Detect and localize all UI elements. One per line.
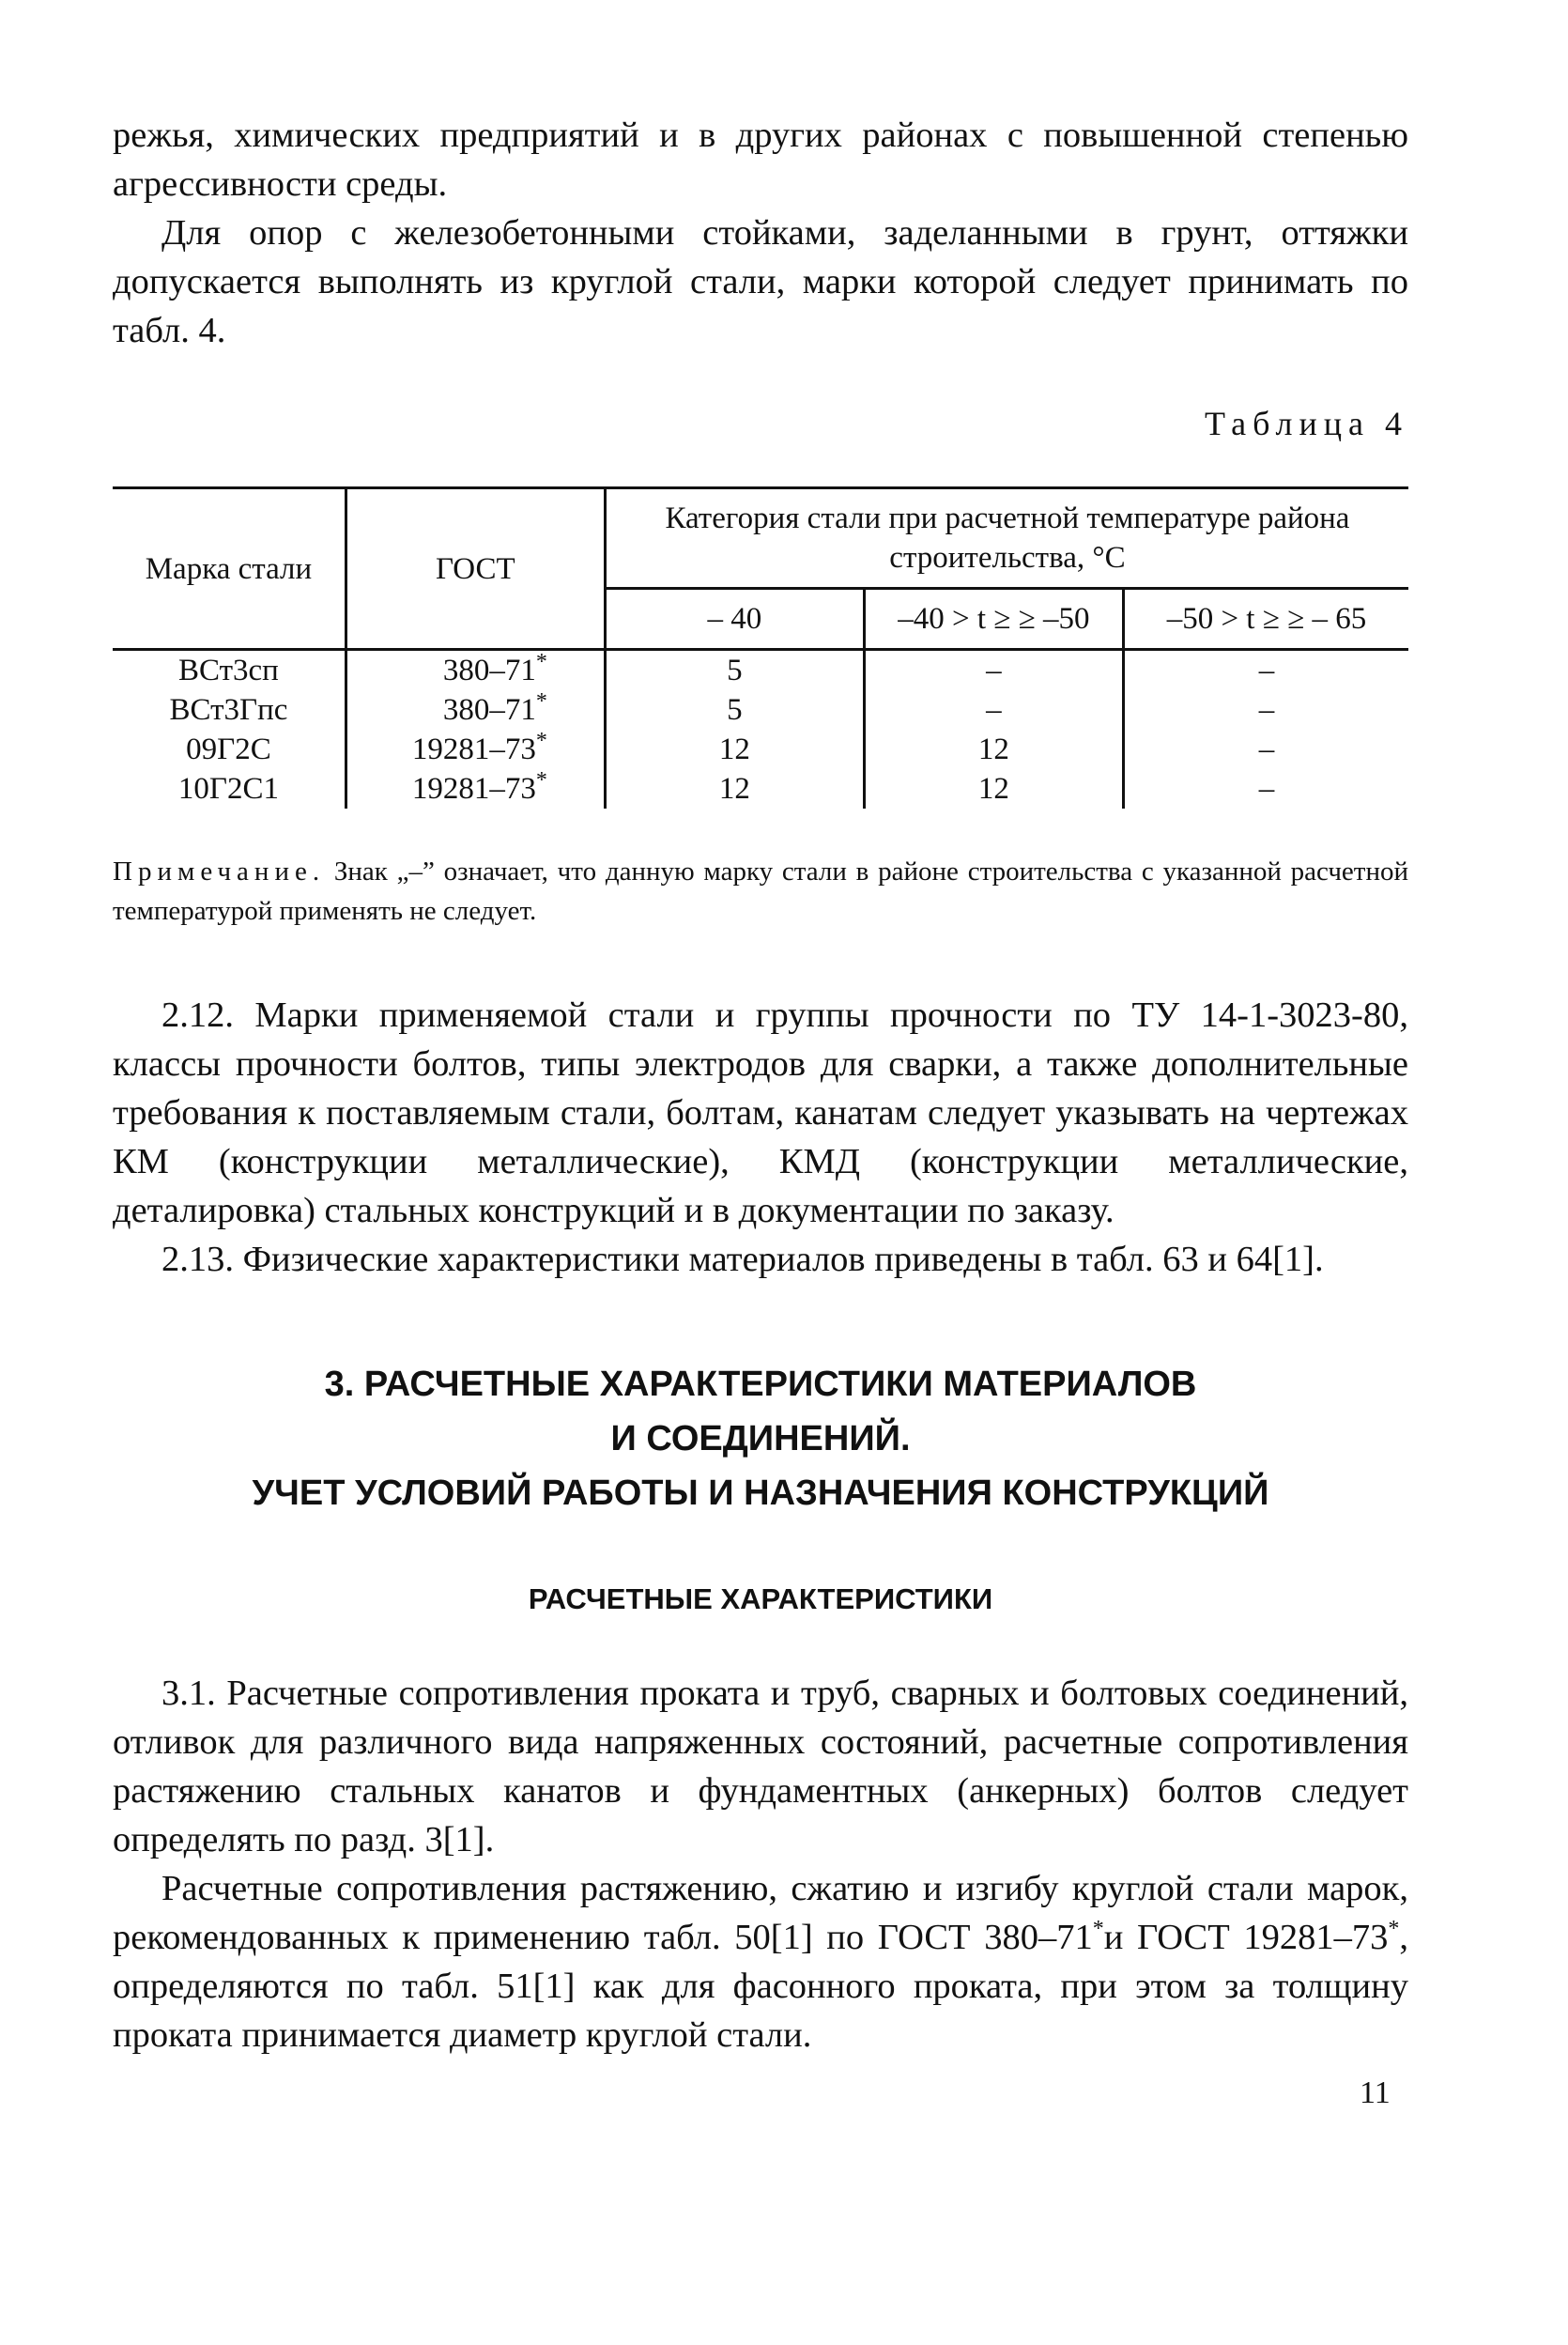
cell-gost xyxy=(346,769,605,809)
cell-cat2: 12 xyxy=(864,730,1123,769)
cell-cat3: – xyxy=(1123,650,1408,691)
cell-cat2: 12 xyxy=(864,769,1123,809)
gost-star: * xyxy=(535,729,547,753)
table-row xyxy=(113,769,1408,809)
cell-cat1: 5 xyxy=(605,690,864,730)
cell-gost xyxy=(346,690,605,730)
p31b-star2: * xyxy=(1388,1917,1400,1942)
cell-cat2: – xyxy=(864,650,1123,691)
cell-cat1: 12 xyxy=(605,769,864,809)
header-steel-grade: Марка стали xyxy=(113,488,346,650)
table-row xyxy=(113,650,1408,691)
document-page xyxy=(113,111,1408,2060)
gost-number: 19281–73 xyxy=(411,733,536,766)
p31b-part3: , определяются по табл. 51[1] как для фасонного проката, при этом за толщину проката принимается диаметр круглой стали. xyxy=(113,1918,1408,2055)
gost-number: 380–71 xyxy=(442,693,536,727)
note-text: Знак „–” означает, что данную марку стали в районе строительства с указанной расчетной температурой применять не следует. xyxy=(113,856,1408,926)
chapter-heading-line-1: 3. РАСЧЕТНЫЕ ХАРАКТЕРИСТИКИ МАТЕРИАЛОВ xyxy=(324,1365,1197,1404)
cell-cat1: 12 xyxy=(605,730,864,769)
gost-star: * xyxy=(535,768,547,793)
paragraph-2-12: 2.12. Марки применяемой стали и группы прочности по ТУ 14-1-3023-80, классы прочности болтов, типы электродов для сварки, а также дополнительные требования к поставляемым стали, болтам, канатам следует указывать на чертежах КМ (конструкции металлические), КМД (конструкции металлические, деталировка) стальных конструкций и в документации по заказу. xyxy=(113,995,1408,1230)
cell-grade: ВСт3Гпс xyxy=(169,693,288,727)
note-label: Примечание. xyxy=(113,856,326,887)
cell-grade: 09Г2С xyxy=(186,733,271,766)
header-gost: ГОСТ xyxy=(346,488,605,650)
gost-star: * xyxy=(535,689,547,714)
header-temp-40-50: –40 > t ≥ ≥ –50 xyxy=(864,589,1123,650)
gost-number: 19281–73 xyxy=(411,772,536,806)
table-row xyxy=(113,690,1408,730)
table-caption: Таблица 4 xyxy=(1205,405,1408,442)
page-number: 11 xyxy=(1360,2075,1391,2110)
table-row xyxy=(113,730,1408,769)
header-temp-50-65: –50 > t ≥ ≥ – 65 xyxy=(1123,589,1408,650)
gost-star: * xyxy=(535,650,547,674)
table-note xyxy=(113,852,1408,931)
cell-cat3: – xyxy=(1123,730,1408,769)
cell-cat3: – xyxy=(1123,690,1408,730)
cell-cat2: – xyxy=(864,690,1123,730)
p31b-part1: Расчетные сопротивления растяжению, сжатию и изгибу круглой стали марок, рекомендованных к применению табл. 50[1] по ГОСТ 380–71 xyxy=(113,1869,1408,1957)
cell-gost xyxy=(346,650,605,691)
cell-cat1: 5 xyxy=(605,650,864,691)
chapter-heading-line-2: И СОЕДИНЕНИЙ. xyxy=(610,1419,911,1458)
paragraph-2-13: 2.13. Физические характеристики материалов приведены в табл. 63 и 64[1]. xyxy=(161,1240,1324,1279)
cell-gost xyxy=(346,730,605,769)
cell-grade: ВСт3сп xyxy=(178,654,279,687)
cell-grade: 10Г2С1 xyxy=(177,772,279,806)
p31b-part2: и ГОСТ 19281–73 xyxy=(1103,1918,1389,1957)
header-temp-40: – 40 xyxy=(605,589,864,650)
section-subheading: РАСЧЕТНЫЕ ХАРАКТЕРИСТИКИ xyxy=(528,1582,993,1615)
paragraph-guys: Для опор с железобетонными стойками, заделанными в грунт, оттяжки допускается выполнять из круглой стали, марки которой следует принимать по табл. 4. xyxy=(113,213,1408,350)
steel-table xyxy=(113,486,1408,809)
gost-number: 380–71 xyxy=(442,654,536,687)
paragraph-3-1: 3.1. Расчетные сопротивления проката и труб, сварных и болтовых соединений, отливок для различного вида напряженных состояний, расчетные сопротивления растяжению стальных канатов и фундаментных (анкерных) болтов следует определять по разд. 3[1]. xyxy=(113,1674,1408,1859)
p31b-star1: * xyxy=(1092,1917,1104,1942)
cell-cat3: – xyxy=(1123,769,1408,809)
header-category-group: Категория стали при расчетной температуре района строительства, °С xyxy=(605,488,1408,589)
paragraph-3-1-continued xyxy=(113,1864,1408,2060)
paragraph-continuation: режья, химических предприятий и в других районах с повышенной степенью агрессивности среды. xyxy=(113,116,1408,204)
chapter-heading xyxy=(113,1357,1408,1520)
chapter-heading-line-3: УЧЕТ УСЛОВИЙ РАБОТЫ И НАЗНАЧЕНИЯ КОНСТРУКЦИЙ xyxy=(252,1473,1269,1513)
